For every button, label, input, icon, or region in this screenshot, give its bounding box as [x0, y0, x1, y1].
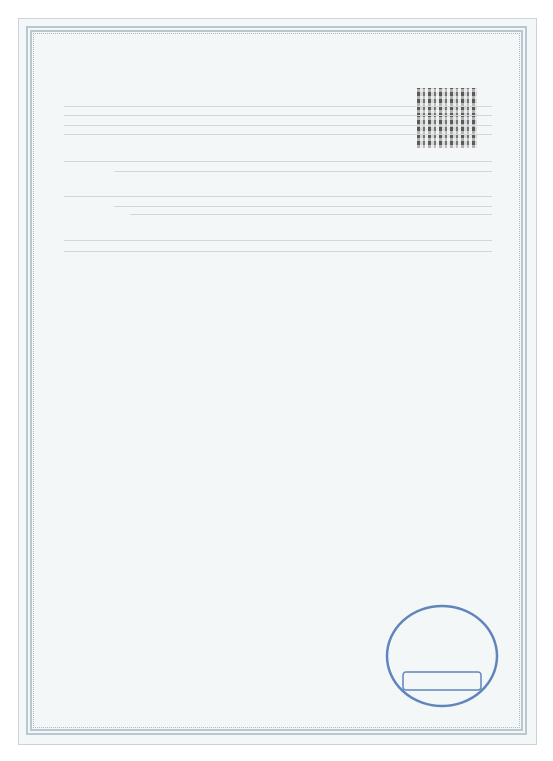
conformity-table — [64, 90, 492, 252]
brake-row — [64, 116, 492, 125]
value — [84, 126, 384, 134]
official-stamp — [383, 600, 501, 708]
co2-head-row — [130, 206, 492, 215]
label — [64, 126, 84, 134]
remark-label — [64, 241, 104, 249]
co2-block — [64, 197, 492, 241]
label — [284, 206, 384, 214]
value — [374, 94, 484, 102]
model-row — [64, 90, 492, 107]
label — [64, 116, 164, 124]
label — [130, 197, 280, 205]
remark-row — [64, 241, 492, 252]
label — [130, 206, 230, 214]
tyre-row — [64, 107, 492, 116]
value — [284, 197, 484, 205]
emission-block — [64, 162, 492, 197]
value — [462, 126, 492, 134]
value — [164, 116, 484, 124]
label — [64, 107, 164, 115]
ratio-row — [64, 126, 492, 135]
noise-block — [64, 135, 492, 162]
value — [164, 107, 484, 115]
value — [164, 90, 274, 106]
label — [114, 162, 279, 170]
emission-std-row — [114, 162, 492, 171]
label — [64, 94, 164, 102]
label — [279, 94, 374, 102]
label — [409, 126, 454, 134]
value — [284, 162, 484, 170]
